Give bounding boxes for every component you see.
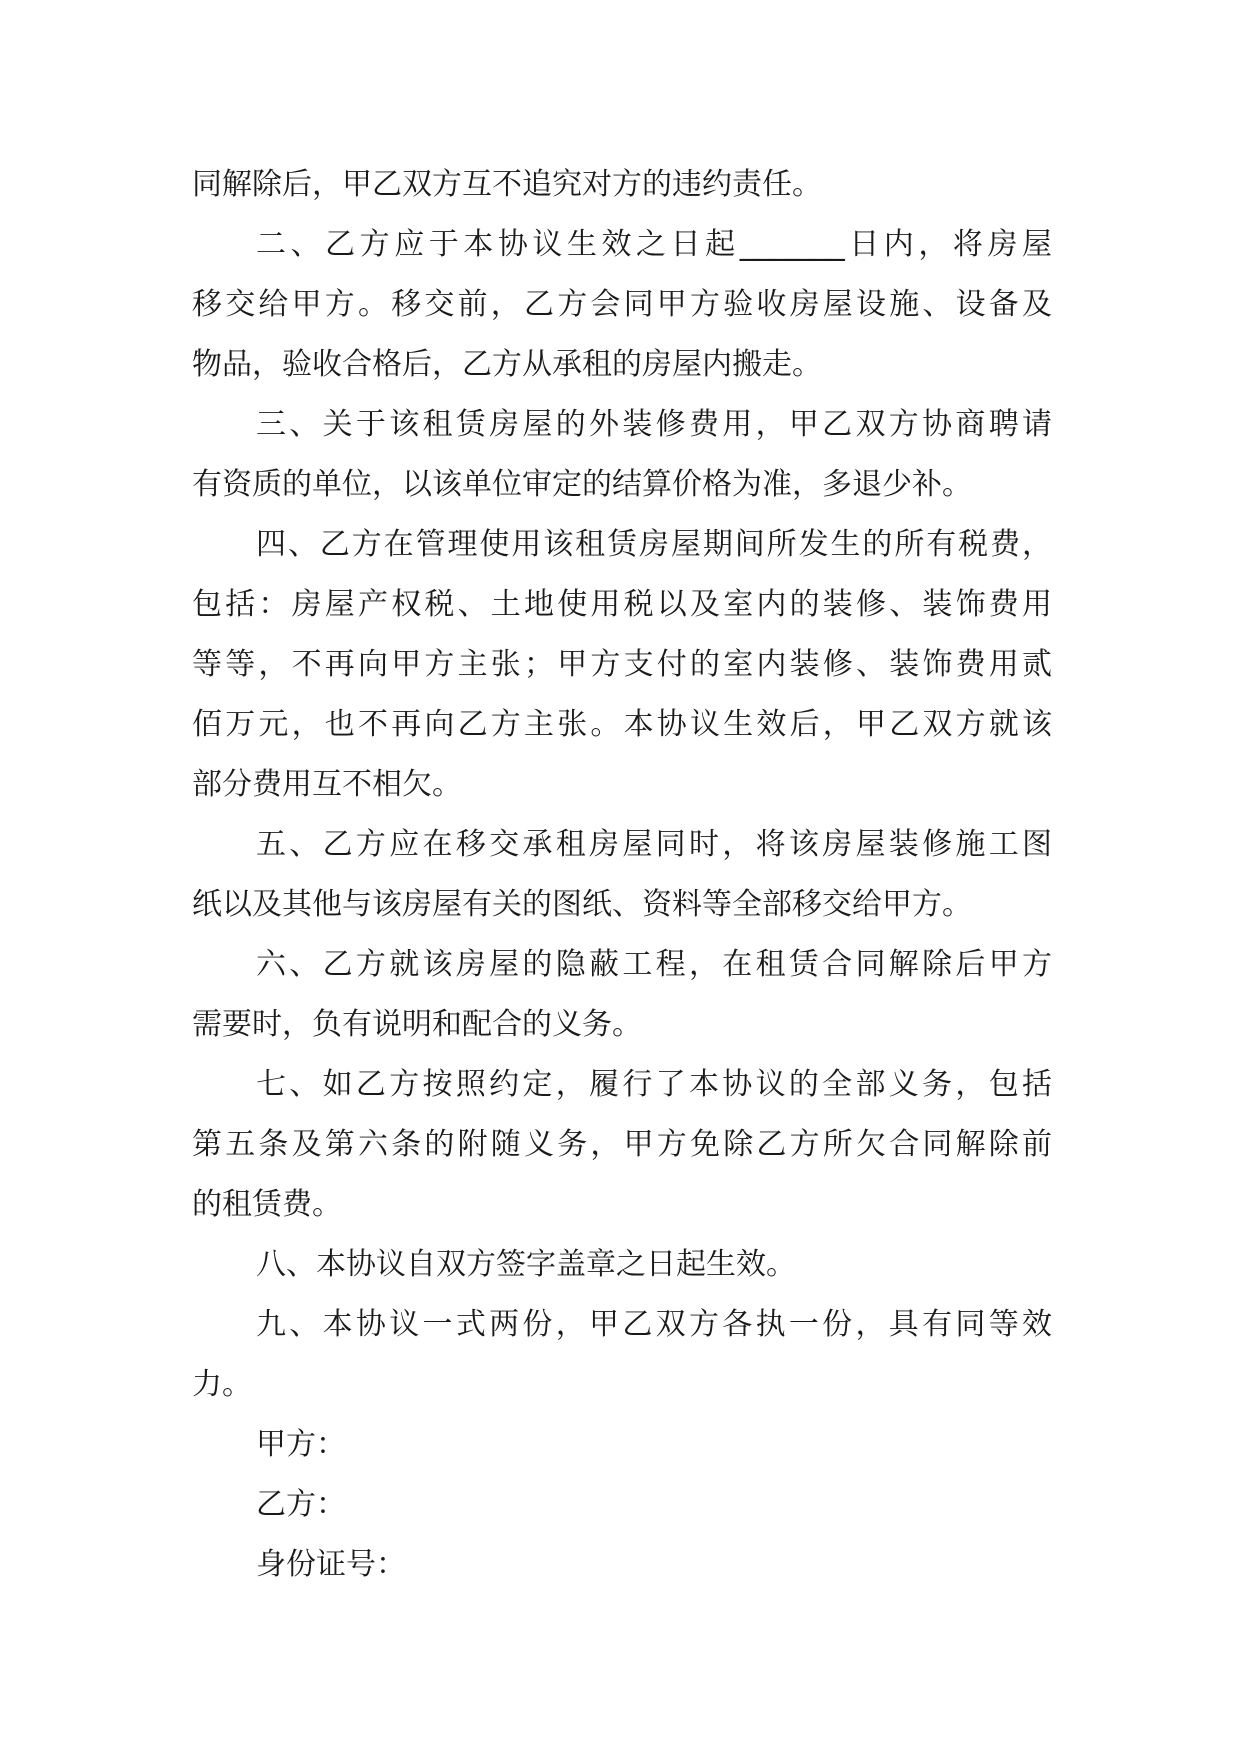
document-body xyxy=(192,155,1052,1415)
paragraph-line: 力。 xyxy=(192,1367,252,1402)
paragraph-line: 纸以及其他与该房屋有关的图纸、资料等全部移交给甲方。 xyxy=(192,887,972,922)
paragraph xyxy=(192,1235,1052,1295)
paragraph-line: 佰万元，也不再向乙方主张。本协议生效后，甲乙双方就该 xyxy=(192,707,1052,742)
paragraph xyxy=(192,815,1052,935)
paragraph-line: 有资质的单位，以该单位审定的结算价格为准，多退少补。 xyxy=(192,467,972,502)
paragraph xyxy=(192,935,1052,1055)
document-page xyxy=(192,155,1052,1595)
paragraph xyxy=(192,1055,1052,1235)
paragraph-line: 三、关于该租赁房屋的外装修费用，甲乙双方协商聘请 xyxy=(256,407,1052,442)
id-number-label: 身份证号： xyxy=(256,1547,406,1582)
party-b-label: 乙方： xyxy=(256,1487,346,1522)
paragraph-line: 部分费用互不相欠。 xyxy=(192,767,462,802)
paragraph xyxy=(192,515,1052,815)
signature-block xyxy=(192,1415,1052,1595)
paragraph xyxy=(192,155,1052,215)
paragraph-line: 九、本协议一式两份，甲乙双方各执一份，具有同等效 xyxy=(256,1307,1052,1342)
paragraph-line: 四、乙方在管理使用该租赁房屋期间所发生的所有税费， xyxy=(256,527,1052,562)
paragraph xyxy=(192,215,1052,395)
paragraph-line: 的租赁费。 xyxy=(192,1187,342,1222)
paragraph-line: 同解除后，甲乙双方互不追究对方的违约责任。 xyxy=(192,167,822,202)
paragraph-line: 二、乙方应于本协议生效之日起_______日内，将房屋 xyxy=(256,227,1052,262)
paragraph-line: 七、如乙方按照约定，履行了本协议的全部义务，包括 xyxy=(256,1067,1052,1102)
paragraph-line: 等等，不再向甲方主张；甲方支付的室内装修、装饰费用贰 xyxy=(192,647,1052,682)
paragraph-line: 第五条及第六条的附随义务，甲方免除乙方所欠合同解除前 xyxy=(192,1127,1052,1162)
paragraph-line: 物品，验收合格后，乙方从承租的房屋内搬走。 xyxy=(192,347,822,382)
paragraph xyxy=(192,395,1052,515)
paragraph xyxy=(192,1295,1052,1415)
paragraph-line: 六、乙方就该房屋的隐蔽工程，在租赁合同解除后甲方 xyxy=(256,947,1052,982)
paragraph-line: 包括：房屋产权税、土地使用税以及室内的装修、装饰费用 xyxy=(192,587,1052,622)
party-a-label: 甲方： xyxy=(256,1427,346,1462)
paragraph-line: 需要时，负有说明和配合的义务。 xyxy=(192,1007,642,1042)
paragraph-line: 八、本协议自双方签字盖章之日起生效。 xyxy=(256,1247,796,1282)
paragraph-line: 五、乙方应在移交承租房屋同时，将该房屋装修施工图 xyxy=(256,827,1052,862)
paragraph-line: 移交给甲方。移交前，乙方会同甲方验收房屋设施、设备及 xyxy=(192,287,1052,322)
